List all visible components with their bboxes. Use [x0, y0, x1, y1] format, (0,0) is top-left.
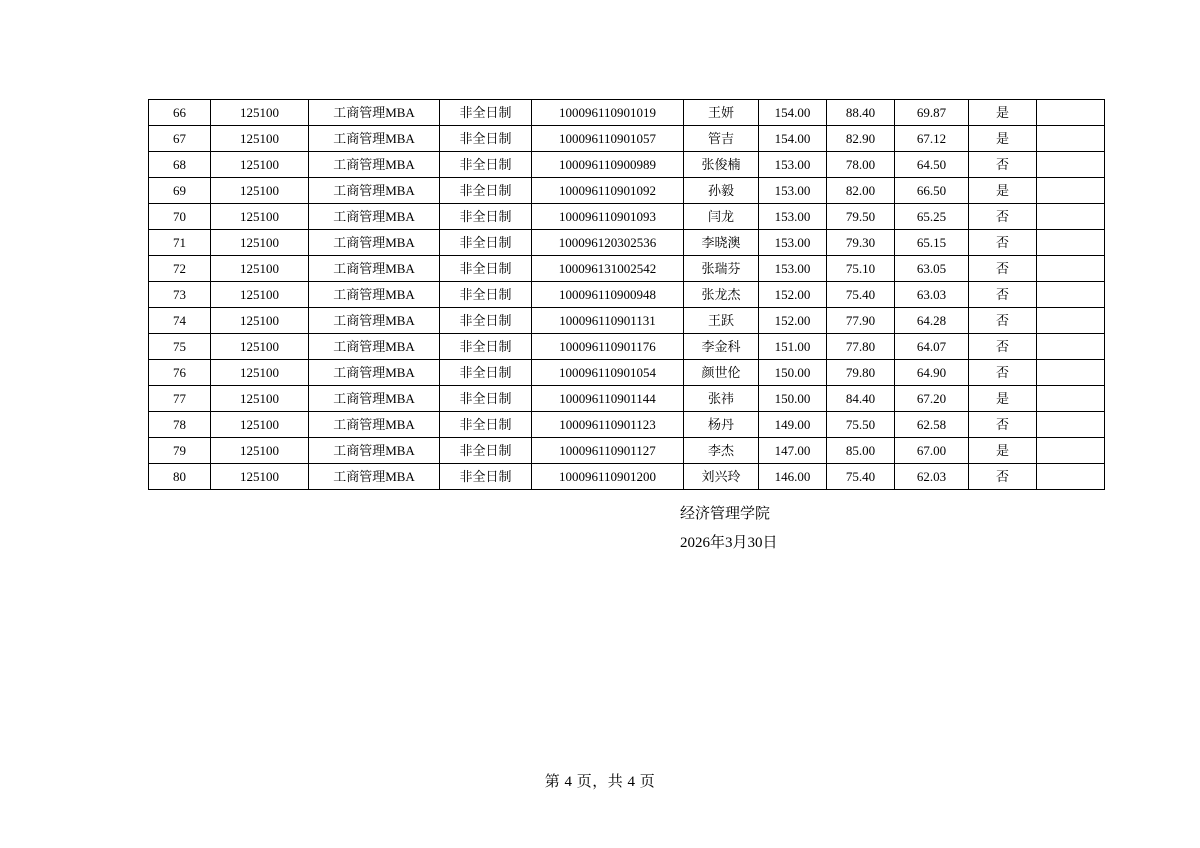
- table-row: [149, 412, 1105, 438]
- table-cell: 工商管理MBA: [309, 100, 440, 126]
- table-cell: 85.00: [827, 438, 895, 464]
- table-cell: 152.00: [759, 282, 827, 308]
- table-cell: 76: [149, 360, 211, 386]
- table-cell: 77.90: [827, 308, 895, 334]
- table-cell: 69.87: [895, 100, 969, 126]
- table-cell: 64.07: [895, 334, 969, 360]
- table-cell: 150.00: [759, 360, 827, 386]
- table-cell: 67.20: [895, 386, 969, 412]
- table-cell: 149.00: [759, 412, 827, 438]
- table-cell: 否: [969, 334, 1037, 360]
- table-cell: 否: [969, 360, 1037, 386]
- admission-results-table: [148, 99, 1105, 490]
- table-cell: 125100: [211, 438, 309, 464]
- table-cell: 73: [149, 282, 211, 308]
- table-cell: 75: [149, 334, 211, 360]
- table-cell: 非全日制: [440, 360, 532, 386]
- table-cell: 152.00: [759, 308, 827, 334]
- table-cell: 75.40: [827, 282, 895, 308]
- table-cell: 工商管理MBA: [309, 178, 440, 204]
- table-cell: 67.00: [895, 438, 969, 464]
- table-cell: 100096110901019: [532, 100, 684, 126]
- table-cell: 151.00: [759, 334, 827, 360]
- table-cell: [1037, 360, 1105, 386]
- table-cell: 管吉: [684, 126, 759, 152]
- table-cell: 125100: [211, 178, 309, 204]
- table-row: [149, 204, 1105, 230]
- table-cell: 147.00: [759, 438, 827, 464]
- table-cell: 否: [969, 464, 1037, 490]
- table-cell: 100096110901123: [532, 412, 684, 438]
- table-cell: [1037, 152, 1105, 178]
- table-cell: 100096110901093: [532, 204, 684, 230]
- table-cell: 工商管理MBA: [309, 464, 440, 490]
- table-cell: 孙毅: [684, 178, 759, 204]
- table-cell: 闫龙: [684, 204, 759, 230]
- table-cell: 63.05: [895, 256, 969, 282]
- table-cell: 153.00: [759, 256, 827, 282]
- table-cell: [1037, 308, 1105, 334]
- table-cell: 153.00: [759, 204, 827, 230]
- table-cell: 工商管理MBA: [309, 438, 440, 464]
- table-cell: 工商管理MBA: [309, 308, 440, 334]
- table-cell: 79.80: [827, 360, 895, 386]
- table-row: [149, 126, 1105, 152]
- table-cell: 100096120302536: [532, 230, 684, 256]
- table-cell: 非全日制: [440, 256, 532, 282]
- table-cell: 是: [969, 438, 1037, 464]
- table-cell: 100096131002542: [532, 256, 684, 282]
- table-cell: 71: [149, 230, 211, 256]
- table-cell: 100096110901054: [532, 360, 684, 386]
- signature-block: [680, 500, 778, 558]
- table-cell: 非全日制: [440, 386, 532, 412]
- table-cell: 非全日制: [440, 464, 532, 490]
- table-cell: 王妍: [684, 100, 759, 126]
- table-cell: 125100: [211, 334, 309, 360]
- table-cell: 62.03: [895, 464, 969, 490]
- table-cell: 70: [149, 204, 211, 230]
- table-cell: 非全日制: [440, 100, 532, 126]
- table-cell: 否: [969, 282, 1037, 308]
- table-cell: 张俊楠: [684, 152, 759, 178]
- table-cell: 张瑞芬: [684, 256, 759, 282]
- table-cell: 刘兴玲: [684, 464, 759, 490]
- table-cell: 153.00: [759, 152, 827, 178]
- table-cell: 否: [969, 308, 1037, 334]
- table-cell: 杨丹: [684, 412, 759, 438]
- table-cell: 69: [149, 178, 211, 204]
- table-cell: 125100: [211, 412, 309, 438]
- table-cell: 非全日制: [440, 152, 532, 178]
- table-cell: 工商管理MBA: [309, 386, 440, 412]
- table-cell: 75.10: [827, 256, 895, 282]
- table-cell: 125100: [211, 204, 309, 230]
- table-cell: 李晓澳: [684, 230, 759, 256]
- table-cell: 66: [149, 100, 211, 126]
- table-cell: 79: [149, 438, 211, 464]
- table-cell: 79.50: [827, 204, 895, 230]
- table-cell: 153.00: [759, 178, 827, 204]
- table-cell: 64.50: [895, 152, 969, 178]
- table-cell: 80: [149, 464, 211, 490]
- table-cell: 62.58: [895, 412, 969, 438]
- table-cell: [1037, 386, 1105, 412]
- table-cell: 工商管理MBA: [309, 256, 440, 282]
- table-cell: 65.25: [895, 204, 969, 230]
- table-cell: 100096110901092: [532, 178, 684, 204]
- table-cell: 是: [969, 178, 1037, 204]
- table-cell: [1037, 230, 1105, 256]
- table-row: [149, 152, 1105, 178]
- table-cell: 工商管理MBA: [309, 334, 440, 360]
- table-cell: 64.90: [895, 360, 969, 386]
- table-cell: 非全日制: [440, 126, 532, 152]
- table-cell: 125100: [211, 360, 309, 386]
- table-row: [149, 386, 1105, 412]
- table-cell: 100096110901131: [532, 308, 684, 334]
- table-row: [149, 100, 1105, 126]
- table-cell: [1037, 204, 1105, 230]
- table-cell: 工商管理MBA: [309, 412, 440, 438]
- table-cell: 100096110900948: [532, 282, 684, 308]
- table-cell: 88.40: [827, 100, 895, 126]
- table-cell: 125100: [211, 100, 309, 126]
- table-cell: 非全日制: [440, 282, 532, 308]
- table-cell: 非全日制: [440, 334, 532, 360]
- table-cell: 是: [969, 386, 1037, 412]
- table-cell: 非全日制: [440, 178, 532, 204]
- table-cell: 李杰: [684, 438, 759, 464]
- table-cell: 82.00: [827, 178, 895, 204]
- table-cell: 是: [969, 126, 1037, 152]
- table-row: [149, 360, 1105, 386]
- table-cell: 否: [969, 256, 1037, 282]
- table-cell: 75.40: [827, 464, 895, 490]
- table-cell: 125100: [211, 464, 309, 490]
- table-cell: 63.03: [895, 282, 969, 308]
- table-cell: 153.00: [759, 230, 827, 256]
- table-cell: [1037, 282, 1105, 308]
- table-cell: 125100: [211, 230, 309, 256]
- table-cell: [1037, 100, 1105, 126]
- table-cell: 非全日制: [440, 230, 532, 256]
- table-cell: 否: [969, 412, 1037, 438]
- table-cell: 66.50: [895, 178, 969, 204]
- table-cell: [1037, 334, 1105, 360]
- table-cell: 工商管理MBA: [309, 282, 440, 308]
- table-cell: [1037, 178, 1105, 204]
- table-cell: [1037, 438, 1105, 464]
- table-cell: 100096110900989: [532, 152, 684, 178]
- table-cell: 125100: [211, 386, 309, 412]
- table-row: [149, 438, 1105, 464]
- table-cell: 100096110901127: [532, 438, 684, 464]
- table-cell: 146.00: [759, 464, 827, 490]
- table-cell: 75.50: [827, 412, 895, 438]
- table-cell: 125100: [211, 126, 309, 152]
- issue-date: 2026年3月30日: [680, 535, 778, 551]
- table-cell: 74: [149, 308, 211, 334]
- table-cell: 72: [149, 256, 211, 282]
- table-cell: 张龙杰: [684, 282, 759, 308]
- table-cell: [1037, 464, 1105, 490]
- table-cell: 100096110901200: [532, 464, 684, 490]
- table-row: [149, 464, 1105, 490]
- table-cell: 李金科: [684, 334, 759, 360]
- table-cell: 工商管理MBA: [309, 204, 440, 230]
- table-cell: 64.28: [895, 308, 969, 334]
- table-cell: 否: [969, 230, 1037, 256]
- table-body: [149, 100, 1105, 490]
- table-row: [149, 282, 1105, 308]
- table-cell: [1037, 256, 1105, 282]
- table-cell: 77: [149, 386, 211, 412]
- table-cell: 68: [149, 152, 211, 178]
- table-cell: 非全日制: [440, 438, 532, 464]
- table-cell: 是: [969, 100, 1037, 126]
- table-cell: 工商管理MBA: [309, 152, 440, 178]
- table-row: [149, 178, 1105, 204]
- table-cell: 154.00: [759, 100, 827, 126]
- table-cell: 78.00: [827, 152, 895, 178]
- table-cell: 工商管理MBA: [309, 360, 440, 386]
- table-cell: 125100: [211, 152, 309, 178]
- table-cell: 82.90: [827, 126, 895, 152]
- table-row: [149, 230, 1105, 256]
- table-cell: 67.12: [895, 126, 969, 152]
- table-cell: 78: [149, 412, 211, 438]
- issuing-department: 经济管理学院: [680, 506, 771, 522]
- table-cell: 79.30: [827, 230, 895, 256]
- table-cell: 张祎: [684, 386, 759, 412]
- table-cell: 67: [149, 126, 211, 152]
- table-cell: 颜世伦: [684, 360, 759, 386]
- table-cell: 工商管理MBA: [309, 126, 440, 152]
- table-cell: 非全日制: [440, 412, 532, 438]
- table-cell: 100096110901176: [532, 334, 684, 360]
- table-cell: 77.80: [827, 334, 895, 360]
- table-row: [149, 256, 1105, 282]
- table-cell: 125100: [211, 282, 309, 308]
- table-cell: [1037, 126, 1105, 152]
- table-cell: 非全日制: [440, 204, 532, 230]
- table-cell: [1037, 412, 1105, 438]
- table-cell: 否: [969, 152, 1037, 178]
- page-footer: 第 4 页，共 4 页: [544, 774, 656, 790]
- table-cell: 125100: [211, 256, 309, 282]
- table-row: [149, 334, 1105, 360]
- table-cell: 100096110901144: [532, 386, 684, 412]
- table-cell: 150.00: [759, 386, 827, 412]
- table-cell: 否: [969, 204, 1037, 230]
- table-cell: 84.40: [827, 386, 895, 412]
- table-cell: 王跃: [684, 308, 759, 334]
- table-cell: 100096110901057: [532, 126, 684, 152]
- table-cell: 125100: [211, 308, 309, 334]
- table-cell: 工商管理MBA: [309, 230, 440, 256]
- table-row: [149, 308, 1105, 334]
- table-cell: 154.00: [759, 126, 827, 152]
- table-cell: 65.15: [895, 230, 969, 256]
- table-cell: 非全日制: [440, 308, 532, 334]
